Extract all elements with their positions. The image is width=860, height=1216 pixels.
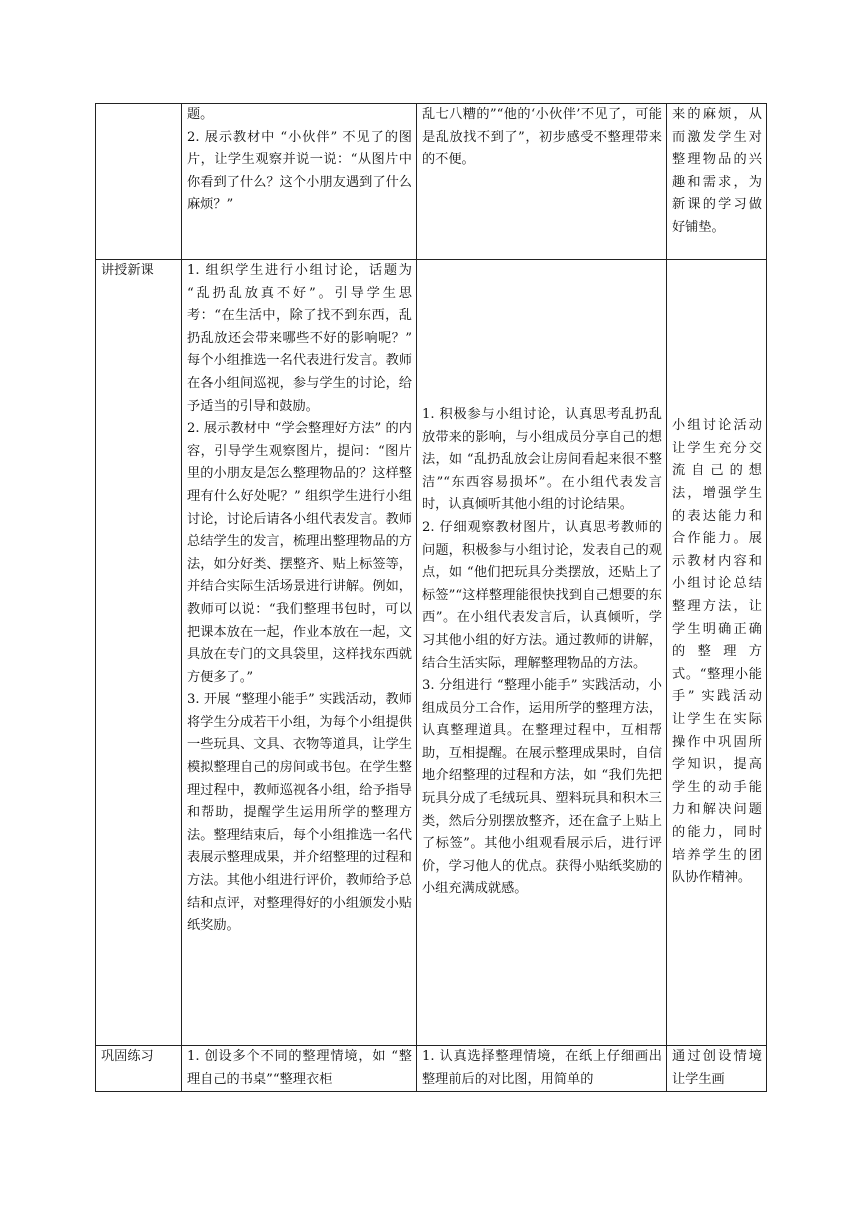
student-activity-cell <box>417 1046 667 1092</box>
student-activity-cell <box>417 260 667 1046</box>
stage-label: 讲授新课 <box>101 263 154 278</box>
student-paragraph: 1. 认真选择整理情境，在纸上仔细画出整理前后的对比图，用简单的 <box>422 1049 662 1087</box>
teacher-activity-cell <box>182 260 417 1046</box>
student-paragraph: 3. 分组进行 “整理小能手” 实践活动，小组成员分工合作，运用所学的整理方法，认真整理道具。在整理过程中，互相帮助，互相提醒。在展示整理成果时，自信地介绍整理的过程和方法，如 “我们先把玩具分成了毛绒玩具、塑料玩具和积木三类，然后分别摆放整齐，还在盒子上贴上了标签”。其他小组观看展示后，进行评价，学习他人的优点。获得小贴纸奖励的小组充满成就感。 <box>422 678 662 897</box>
design-intent-cell <box>667 260 767 1046</box>
design-intent-text: 小组讨论活动让学生充分交流自己的想法，增强学生的表达能力和合作能力。展示教材内容和小组讨论总结整理方法，让学生明确正确的整理方式。“整理小能手” 实践活动让学生在实际操作中巩固所学知识，提高学生的动手能力和解决问题的能力，同时培养学生的团队协作精神。 <box>672 418 762 886</box>
student-paragraph: 1. 积极参与小组讨论，认真思考乱扔乱放带来的影响，与小组成员分享自己的想法，如 “乱扔乱放会让房间看起来很不整洁”“东西容易损坏”。在小组代表发言时，认真倾听其他小组的讨论结果。 <box>422 406 662 513</box>
student-paragraph: 乱七八糟的”“他的‘小伙伴’不见了，可能是乱放找不到了”，初步感受不整理带来的不便。 <box>422 107 662 168</box>
table-row <box>96 104 767 260</box>
teacher-paragraph: 1. 创设多个不同的整理情境，如 “整理自己的书桌”“整理衣柜 <box>187 1049 412 1087</box>
stage-label: 巩固练习 <box>101 1049 154 1064</box>
lesson-plan-table <box>95 103 767 1092</box>
design-intent-text: 通过创设情境让学生画 <box>672 1049 762 1087</box>
teacher-paragraph: 3. 开展 “整理小能手” 实践活动，教师将学生分成若干小组，为每个小组提供一些玩具、文具、衣物等道具，让学生模拟整理自己的房间或书包。在学生整理过程中，教师巡视各小组，给予指导和帮助，提醒学生运用所学的整理方法。整理结束后，每个小组推选一名代表展示整理成果，并介绍整理的过程和方法。其他小组进行评价，教师给予总结和点评，对整理得好的小组颁发小贴纸奖励。 <box>187 692 412 934</box>
design-intent-text: 来的麻烦，从而激发学生对整理物品的兴趣和需求，为新课的学习做好铺垫。 <box>672 107 762 235</box>
teacher-paragraph: 题。 <box>187 107 214 122</box>
student-activity-cell <box>417 104 667 260</box>
teacher-paragraph: 1. 组织学生进行小组讨论，话题为 “乱扔乱放真不好”。引导学生思考：“在生活中，除了找不到东西，乱扔乱放还会带来哪些不好的影响呢？” 每个小组推选一名代表进行发言。教师在各小组间巡视，参与学生的讨论，给予适当的引导和鼓励。 <box>187 263 412 414</box>
table-row <box>96 1046 767 1092</box>
teacher-paragraph: 2. 展示教材中 “小伙伴” 不见了的图片，让学生观察并说一说：“从图片中你看到了什么？这个小朋友遇到了什么麻烦？” <box>187 129 412 213</box>
design-intent-cell <box>667 104 767 260</box>
teacher-activity-cell <box>182 1046 417 1092</box>
stage-cell <box>96 260 182 1046</box>
stage-cell <box>96 104 182 260</box>
design-intent-cell <box>667 1046 767 1092</box>
stage-cell <box>96 1046 182 1092</box>
student-paragraph: 2. 仔细观察教材图片，认真思考教师的问题，积极参与小组讨论，发表自己的观点，如 “他们把玩具分类摆放，还贴上了标签”“这样整理能很快找到自己想要的东西”。在小组代表发言后，认真倾听，学习其他小组的好方法。通过教师的讲解，结合生活实际，理解整理物品的方法。 <box>422 519 662 671</box>
teacher-activity-cell <box>182 104 417 260</box>
table-row <box>96 260 767 1046</box>
teacher-paragraph: 2. 展示教材中 “学会整理好方法” 的内容，引导学生观察图片，提问：“图片里的小朋友是怎么整理物品的？这样整理有什么好处呢？” 组织学生进行小组讨论，讨论后请各小组代表发言。教师总结学生的发言，梳理出整理物品的方法，如分好类、摆整齐、贴上标签等，并结合实际生活场景进行讲解。例如，教师可以说：“我们整理书包时，可以把课本放在一起，作业本放在一起，文具放在专门的文具袋里，这样找东西就方便多了。” <box>187 421 412 685</box>
